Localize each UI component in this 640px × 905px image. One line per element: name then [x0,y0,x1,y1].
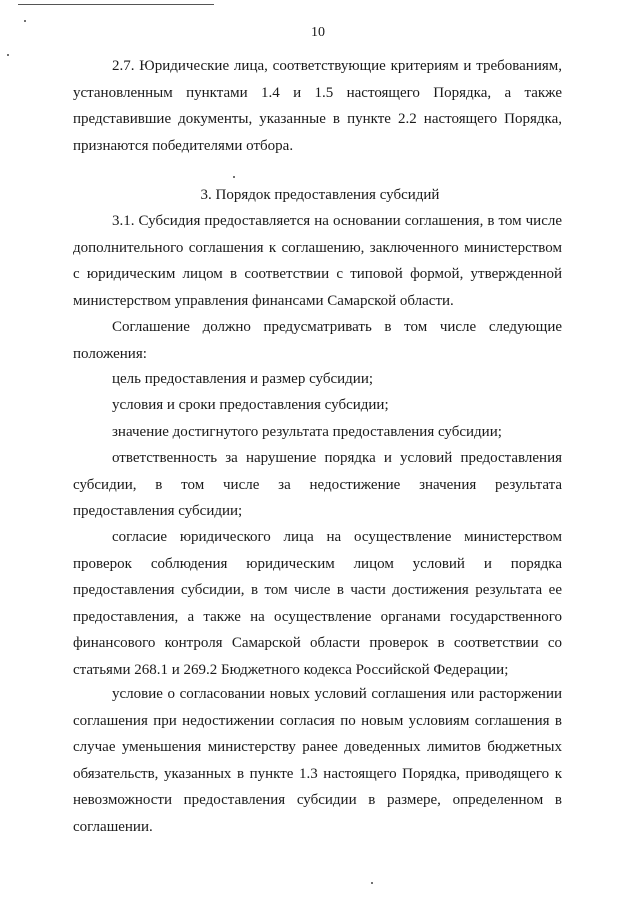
list-item-goal: цель предоставления и размер субсидии; [112,371,374,387]
paragraph-agreement-intro: Соглашение должно предусматривать в том числе следующие положения: [73,319,562,362]
scan-artifact-dot [371,882,373,884]
list-item-consent: согласие юридического лица на осуществление министерством проверок соблюдения юридическим лицом условий и порядка предоставления субсидии, в том числе в части достижения результата ее предоставления, а также на осуществление органами государственного финансового контроля Самарской области проверок в соответствии со статьями 268.1 и 269.2 Бюджетного кодекса Российской Федерации; [73,529,562,678]
paragraph-3-1: 3.1. Субсидия предоставляется на основании соглашения, в том числе дополнительного соглашения к соглашению, заключенного министерством с юридическим лицом в соответствии с типовой формой, утвержденной министерством управления финансами Самарской области. [73,213,562,309]
list-item-new-conditions: условие о согласовании новых условий соглашения или расторжении соглашения при недостижении согласия по новым условиям соглашения в случае уменьшения министерству ранее доведенных лимитов бюджетных обязательств, указанных в пункте 1.3 настоящего Порядка, приводящего к невозможности предоставления субсидии в размере, определенном в соглашении. [73,686,562,835]
scan-artifact-dot [233,176,235,178]
scan-artifact-line [18,4,214,5]
scan-artifact-dot [7,54,9,56]
page-number: 10 [311,25,325,40]
section-heading: 3. Порядок предоставления субсидий [200,187,440,203]
list-item-responsibility: ответственность за нарушение порядка и условий предоставления субсидии, в том числе за недостижение значения результата предоставления субсидии; [73,450,562,519]
list-item-result: значение достигнутого результата предоставления субсидии; [112,424,502,440]
paragraph-2-7: 2.7. Юридические лица, соответствующие критериям и требованиям, установленным пунктами 1.4 и 1.5 настоящего Порядка, а также представившие документы, указанные в пункте 2.2 настоящего Порядка, признаются победителями отбора. [73,58,562,154]
scan-artifact-dot [24,20,26,22]
list-item-conditions: условия и сроки предоставления субсидии; [112,397,389,413]
